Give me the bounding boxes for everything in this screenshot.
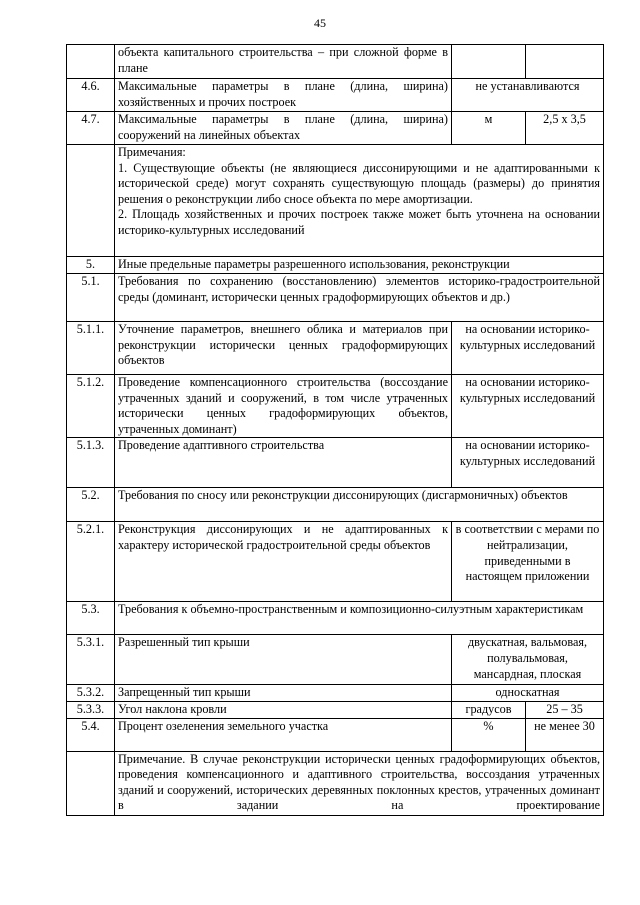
row-number: 5.1.	[67, 274, 115, 322]
row-number: 5.1.3.	[67, 438, 115, 488]
row-text: Угол наклона кровли	[115, 701, 452, 718]
row-text: Требования по сохранению (восстановлению) элементов историко-градостроительной среды (доминант, исторически ценных градоформирующих объектов и др.)	[115, 274, 604, 322]
table-row	[67, 635, 604, 685]
row-text: объекта капитального строительства – при сложной форме в плане	[115, 45, 452, 79]
row-text: Максимальные параметры в плане (длина, ширина) хозяйственных и прочих построек	[115, 79, 452, 112]
table-row	[67, 45, 604, 79]
row-value: односкатная	[452, 685, 604, 702]
row-text: Требования по сносу или реконструкции диссонирующих (дисгармоничных) объектов	[115, 488, 604, 522]
note-paragraph: 1. Существующие объекты (не являющиеся диссонирующими и не адаптированными к исторической среде) могут сохранять существующую площадь (размеры) до принятия решения о реконструкции либо сносе объекта по мере амортизации.	[118, 160, 600, 206]
row-number: 5.2.	[67, 488, 115, 522]
notes-title: Примечания:	[118, 145, 186, 159]
notes-cell	[115, 145, 604, 257]
row-number: 5.3.2.	[67, 685, 115, 702]
row-number: 5.4.	[67, 718, 115, 751]
table-row	[67, 701, 604, 718]
row-value: не менее 30	[526, 718, 604, 751]
row-number: 5.1.1.	[67, 322, 115, 375]
row-number: 5.3.1.	[67, 635, 115, 685]
table-row	[67, 685, 604, 702]
row-number: 5.3.3.	[67, 701, 115, 718]
row-value: 2,5 х 3,5	[526, 112, 604, 145]
table-row	[67, 438, 604, 488]
row-number: 5.	[67, 257, 115, 274]
row-value: 25 – 35	[526, 701, 604, 718]
table-row	[67, 522, 604, 602]
table-row	[67, 322, 604, 375]
table-row	[67, 145, 604, 257]
page-number: 45	[314, 16, 326, 30]
row-text: Максимальные параметры в плане (длина, ширина) сооружений на линейных объектах	[115, 112, 452, 145]
table-row	[67, 602, 604, 635]
table-row	[67, 751, 604, 815]
table-row	[67, 79, 604, 112]
table-row	[67, 257, 604, 274]
regulations-table	[66, 44, 604, 816]
row-text: Требования к объемно-пространственным и композиционно-силуэтным характеристикам	[115, 602, 604, 635]
row-value: не устанавливаются	[452, 79, 604, 112]
row-value: двускатная, вальмовая, полувальмовая, мансардная, плоская	[452, 635, 604, 685]
row-text: Проведение компенсационного строительства (воссоздание утраченных зданий и сооружений, в том числе утраченных исторически ценных градоформирующих объектов, утраченных доминант)	[115, 375, 452, 438]
row-text: Запрещенный тип крыши	[115, 685, 452, 702]
row-text: Реконструкция диссонирующих и не адаптированных к характеру исторической градостроительной среды объектов	[115, 522, 452, 602]
row-number: 5.3.	[67, 602, 115, 635]
row-number: 4.6.	[67, 79, 115, 112]
row-text: Проведение адаптивного строительства	[115, 438, 452, 488]
row-text: Разрешенный тип крыши	[115, 635, 452, 685]
row-unit: м	[452, 112, 526, 145]
row-unit: %	[452, 718, 526, 751]
row-number: 4.7.	[67, 112, 115, 145]
row-value: на основании историко-культурных исследований	[452, 375, 604, 438]
row-unit: градусов	[452, 701, 526, 718]
row-text: Процент озеленения земельного участка	[115, 718, 452, 751]
row-text: Уточнение параметров, внешнего облика и материалов при реконструкции исторически ценных градоформирующих объектов	[115, 322, 452, 375]
table-row	[67, 488, 604, 522]
row-value: в соответствии с мерами по нейтрализации, приведенными в настоящем приложении	[452, 522, 604, 602]
note-paragraph: 2. Площадь хозяйственных и прочих построек также может быть уточнена на основании историко-культурных исследований	[118, 207, 600, 237]
table-row	[67, 112, 604, 145]
table-row	[67, 375, 604, 438]
row-text: Иные предельные параметры разрешенного использования, реконструкции	[115, 257, 604, 274]
row-number: 5.2.1.	[67, 522, 115, 602]
table-row	[67, 274, 604, 322]
table-row	[67, 718, 604, 751]
row-number: 5.1.2.	[67, 375, 115, 438]
row-value: на основании историко-культурных исследований	[452, 438, 604, 488]
row-value: на основании историко-культурных исследований	[452, 322, 604, 375]
note-text: Примечание. В случае реконструкции исторически ценных градоформирующих объектов, проведения компенсационного и адаптивного строительства, воссоздания утраченных зданий и сооружений, исторических деревянных поклонных крестов, утраченных доминант в задании на проектирование	[115, 751, 604, 815]
